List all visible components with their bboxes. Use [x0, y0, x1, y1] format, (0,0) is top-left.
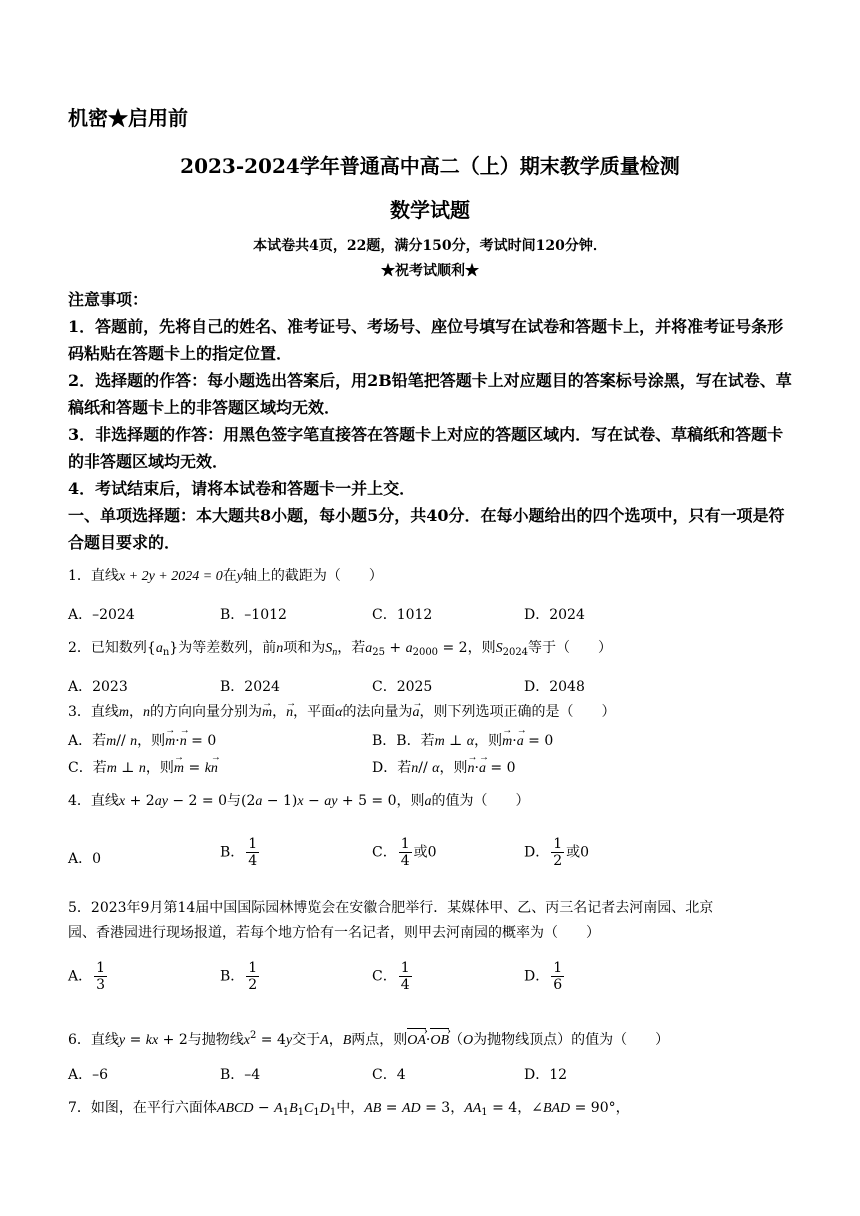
- q3-option-a[interactable]: A．若m// n，则→ m·→ n = 0: [68, 730, 216, 750]
- question-2-options: [68, 676, 792, 698]
- q4-option-b[interactable]: B． $\frac{1}{4}$: [220, 836, 258, 869]
- q4-option-a[interactable]: A．0: [68, 851, 102, 867]
- good-luck: ★祝考试顺利★: [381, 263, 479, 279]
- q6-option-b[interactable]: B．–4: [220, 1067, 261, 1083]
- question-3-options-cd: [68, 757, 792, 779]
- q3-option-c[interactable]: C．若m ⊥ n，则→ m = k→ n: [68, 757, 218, 777]
- q2-option-b[interactable]: B．2024: [220, 679, 280, 695]
- q3-option-d[interactable]: D．若n// α，则→ n·→ a = 0: [372, 757, 515, 777]
- q4-option-c[interactable]: C． $\frac{1}{4}$ 或0: [372, 836, 437, 869]
- question-1-options: [68, 604, 792, 626]
- question-3: 3．直线m，n的方向向量分别为→ m，→ n，平面α的法向量为→ a，则下列选项正确的是（ ）: [68, 702, 792, 723]
- q5-option-b[interactable]: B． $\frac{1}{2}$: [220, 960, 258, 993]
- question-5-options: [68, 960, 792, 1004]
- note-2: 2．选择题的作答：每小题选出答案后，用2B铅笔把答题卡上对应题目的答案标号涂黑，写在试卷、草稿纸和答题卡上的非答题区域均无效．: [68, 371, 792, 417]
- question-6-options: [68, 1064, 792, 1086]
- note-3: 3．非选择题的作答：用黑色签字笔直接答在答题卡上对应的答题区域内．写在试卷、草稿纸和答题卡的非答题区域均无效．: [68, 425, 784, 471]
- q1-equation: x + 2y + 2024 = 0: [118, 569, 223, 584]
- q1-option-d[interactable]: D．2024: [524, 607, 585, 623]
- question-4-options: [68, 836, 792, 880]
- exam-title: 2023-2024学年普通高中高二（上）期末教学质量检测: [180, 154, 680, 178]
- q6-option-a[interactable]: A．–6: [68, 1067, 109, 1083]
- q1-option-c[interactable]: C．1012: [372, 607, 433, 623]
- section-heading: 一、单项选择题：本大题共8小题，每小题5分，共40分．在每小题给出的四个选项中，只有一项是符合题目要求的．: [68, 506, 785, 552]
- question-4: 4．直线x + 2ay − 2 = 0与(2a − 1)x − ay + 5 = 0，则a的值为（ ）: [68, 793, 530, 809]
- question-6: 6．直线y = kx + 2与抛物线$x^2 = 4y$交于A，B两点，则OA ›·OB ›（O为抛物线顶点）的值为（ ）: [68, 1026, 792, 1051]
- q2-option-a[interactable]: A．2023: [68, 679, 128, 695]
- subject-title: 数学试题: [390, 198, 470, 222]
- note-4: 4．考试结束后，请将本试卷和答题卡一并上交．: [68, 479, 416, 498]
- q4-option-d[interactable]: D． $\frac{1}{2}$ 或0: [524, 836, 590, 869]
- q5-option-d[interactable]: D． $\frac{1}{6}$: [524, 960, 563, 993]
- q6-option-d[interactable]: D．12: [524, 1067, 568, 1083]
- question-7: 7．如图，在平行六面体ABCD − $A_1B_1C_1D_1$中，AB = AD = 3，$AA_1 = 4$，∠BAD = 90°，: [68, 1100, 630, 1118]
- q5-option-a[interactable]: A． $\frac{1}{3}$: [68, 960, 106, 993]
- question-2: 2．已知数列$\{a_n\}$为等差数列，前n项和为$S_n$，若$a_{25} + a_{2000} = 2$，则$S_{2024}$等于（ ）: [68, 640, 613, 658]
- q1-option-a[interactable]: A．–2024: [68, 607, 135, 623]
- q2-option-d[interactable]: D．2048: [524, 679, 585, 695]
- q1-option-b[interactable]: B．–1012: [220, 607, 287, 623]
- confidential-mark: 机密★启用前: [68, 106, 188, 130]
- q2-option-c[interactable]: C．2025: [372, 679, 433, 695]
- q6-option-c[interactable]: C．4: [372, 1067, 406, 1083]
- q5-option-c[interactable]: C． $\frac{1}{4}$: [372, 960, 410, 993]
- notes-heading: 注意事项：: [68, 290, 149, 309]
- note-1: 1．答题前，先将自己的姓名、准考证号、考场号、座位号填写在试卷和答题卡上，并将准考证号条形码粘贴在答题卡上的指定位置．: [68, 317, 784, 363]
- question-5-line-2: 园、香港园进行现场报道，若每个地方恰有一名记者，则甲去河南园的概率为（ ）: [68, 925, 600, 941]
- question-3-options-ab: [68, 730, 792, 752]
- q3-option-b[interactable]: B．B．若m ⊥ α，则→ m·→ a = 0: [372, 730, 553, 750]
- question-1: 1．直线x + 2y + 2024 = 0在y轴上的截距为（ ）: [68, 568, 383, 584]
- exam-info: 本试卷共4页，22题，满分150分，考试时间120分钟．: [253, 238, 607, 254]
- question-5-line-1: 5．2023年9月第14届中国国际园林博览会在安徽合肥举行．某媒体甲、乙、丙三名记者去河南园、北京: [68, 900, 714, 916]
